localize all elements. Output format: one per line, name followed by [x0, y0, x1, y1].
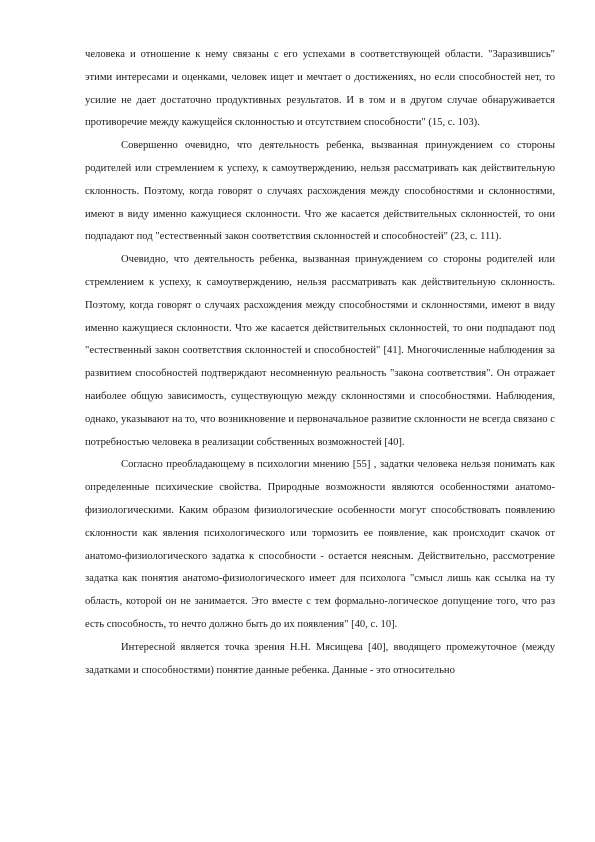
paragraph-2: Совершенно очевидно, что деятельность ребенка, вызванная принуждением со стороны родителей или стремлением к успеху, к самоутверждению, нельзя рассматривать как действительную склонность. Поэтому, когда говорят о случаях расхождения между способностями и склонностями, имеют в виду именно кажущиеся склонности. Что же касается действительных склонностей, то они подпадают под "естественный закон соответствия склонностей и способностей" (23, с. 111).	[85, 140, 555, 243]
paragraph-4: Согласно преобладающему в психологии мнению [55] , задатки человека нельзя понимать как определенные психические свойства. Природные возможности являются особенностями анатомо-физиологическими. Каким образом физиологические особенности могут способствовать появлению склонности как явления психологического или тормозить ее появление, как происходит скачок от анатомо-физиологического задатка к способности - остается неясным. Действительно, рассмотрение задатка как понятия анатомо-физиологического имеет для психолога "смысл лишь как ссылка на ту область, которой он не занимается. Это вместе с тем формально-логическое допущение того, что раз есть способность, то нечто должно быть до их появления" [40, с. 10].	[85, 459, 555, 630]
paragraph-5: Интересной является точка зрения Н.Н. Мясищева [40], вводящего промежуточное (между задатками и способностями) понятие данные ребенка. Данные - это относительно	[85, 641, 555, 676]
paragraph-3: Очевидно, что деятельность ребенка, вызванная принуждением со стороны родителей или стремлением к успеху, к самоутверждению, нельзя рассматривать как действительную склонность. Поэтому, когда говорят о случаях расхождения между способностями и склонностями, имеют в виду именно кажущиеся склонности. Что же касается действительных склонностей, то они подпадают под "естественный закон соответствия склонностей и способностей" [41]. Многочисленные наблюдения за развитием способностей подтверждают несомненную реальность "закона соответствия". Он отражает наиболее общую зависимость, существующую между склонностями и способностями. Наблюдения, однако, указывают на то, что возникновение и первоначальное развитие склонности не всегда связано с потребностью человека в реализации собственных возможностей [40].	[85, 254, 555, 448]
body-text	[85, 44, 555, 682]
paragraph-1: человека и отношение к нему связаны с его успехами в соответствующей области. "Заразившись" этими интересами и оценками, человек ищет и мечтает о достижениях, но если способностей нет, то усилие не дает достаточно продуктивных результатов. И в том и в другом случае обнаруживается противоречие между кажущейся склонностью и отсутствием способности" (15, с. 103).	[85, 49, 555, 129]
